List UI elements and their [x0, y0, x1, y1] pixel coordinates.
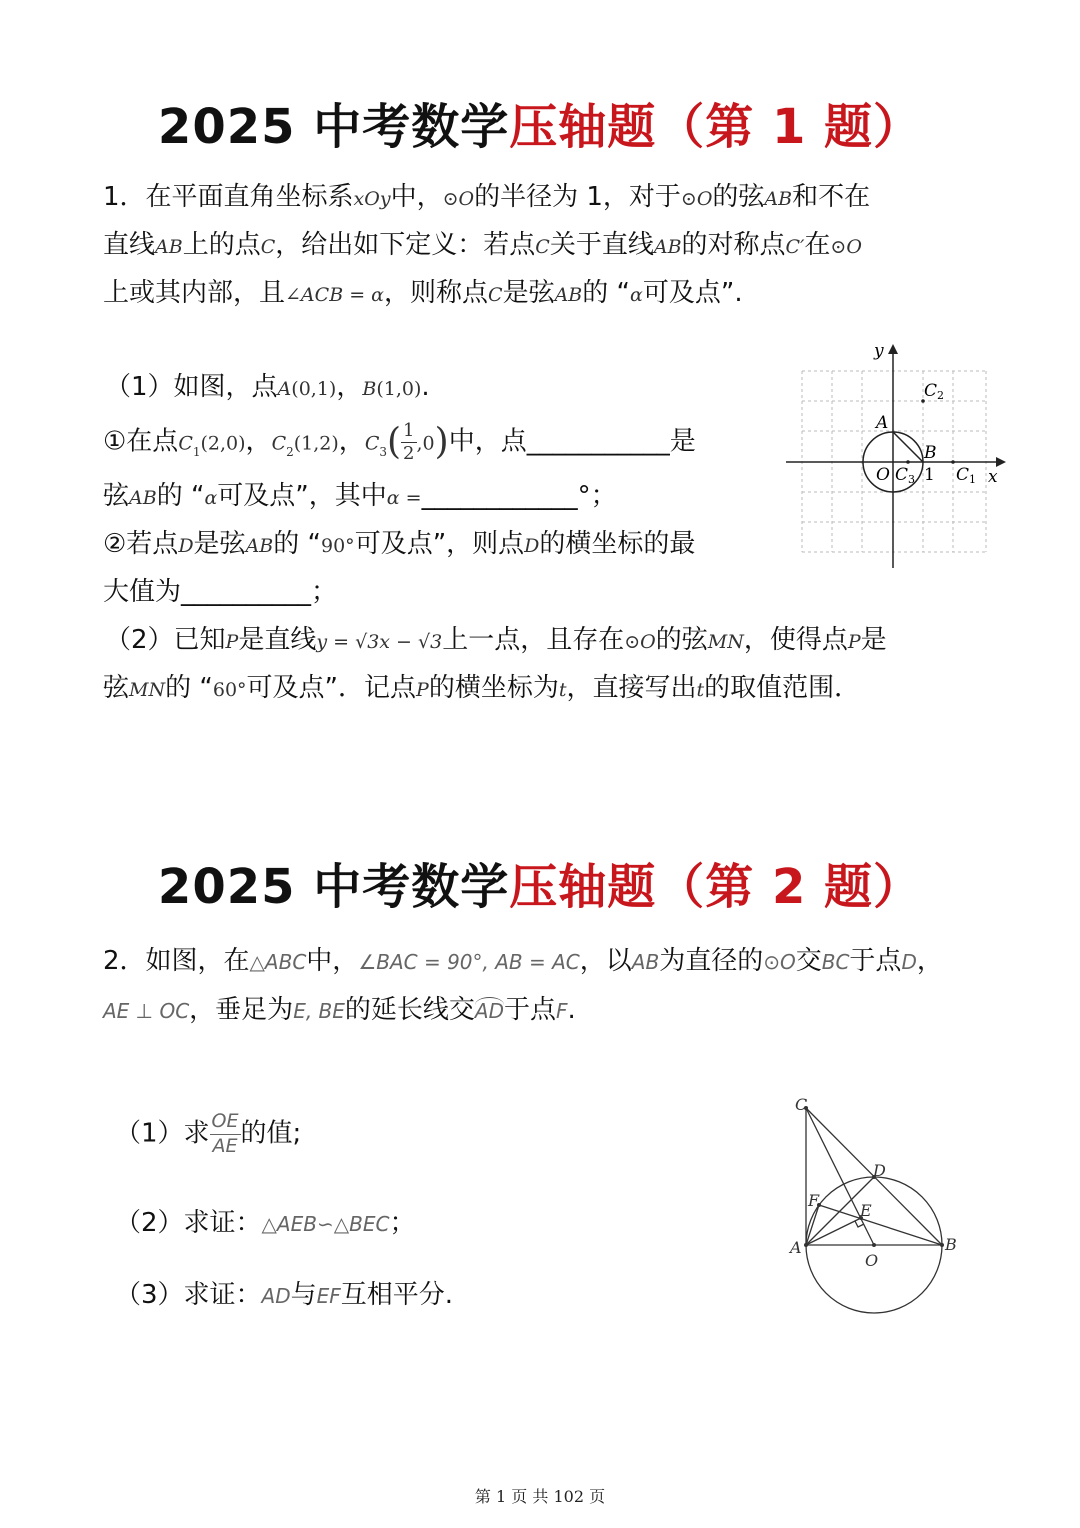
q2-title-red: 压轴题（第 2 题） — [509, 859, 923, 915]
text: 大值为 — [103, 577, 182, 607]
text: ， — [245, 426, 272, 457]
text: 的对称点 — [681, 230, 786, 260]
math: AB — [653, 236, 682, 258]
math: AB — [129, 487, 157, 509]
math: ⊙O — [830, 236, 862, 258]
label-y: y — [874, 341, 884, 361]
text: 可及点”，则点 — [354, 529, 525, 559]
math: ⊙O — [763, 950, 796, 974]
point-c1 — [951, 460, 955, 464]
math: C — [271, 432, 287, 455]
text: 弦 — [103, 481, 130, 511]
math: ⊙O — [442, 188, 475, 210]
math: α — [630, 284, 643, 306]
label-a: A — [790, 1238, 802, 1257]
text: 关于直线 — [549, 230, 654, 260]
math: F — [556, 999, 568, 1023]
math: AB — [631, 950, 660, 974]
text: 第 — [474, 1487, 491, 1506]
text: 可及点”，其中 — [217, 481, 387, 511]
q1-title-red: 压轴题（第 1 题） — [509, 99, 923, 155]
q2-part-2 — [115, 1208, 415, 1239]
label-o: O — [865, 1251, 879, 1270]
math: α = — [386, 487, 422, 509]
text: 可及点”. — [642, 278, 743, 308]
denominator: 2 — [403, 442, 415, 464]
text: 的半径为 1，对于 — [474, 182, 681, 212]
q2-title — [0, 848, 1080, 917]
text: ； — [389, 1208, 416, 1238]
math: (1,0) — [376, 378, 422, 400]
q1-part2-line-1 — [105, 625, 887, 656]
text: °； — [577, 481, 617, 511]
q1-title-black: 2025 中考数学 — [157, 99, 510, 155]
math: ⊙O — [624, 631, 656, 653]
x-axis-arrow — [996, 457, 1006, 467]
label-d: D — [873, 1161, 886, 1180]
math: C — [364, 432, 380, 455]
math: A — [277, 378, 292, 400]
label-c: C — [795, 1095, 808, 1114]
numerator: OE — [210, 1110, 241, 1135]
text: 的弦 — [655, 625, 708, 655]
q2-stem-line-1 — [103, 946, 943, 977]
math: D — [901, 950, 917, 974]
text: 与 — [290, 1280, 317, 1310]
math: D — [178, 535, 194, 557]
fraction-oe-ae — [210, 1110, 241, 1159]
arc-ad: AD — [474, 999, 505, 1023]
label-c1: C1 — [956, 465, 977, 486]
text: ， — [338, 426, 365, 457]
text: 的 “ — [582, 278, 631, 308]
point-c3 — [906, 460, 910, 464]
math: MN — [129, 679, 166, 701]
text: 的 “ — [156, 481, 205, 511]
text: 的弦 — [712, 182, 765, 212]
q2-part-3 — [115, 1280, 453, 1311]
q1-part1-line-2: ①在点$C_1(2,0)$，$C_2(1,2)$，$C_3$( $\frac{1}{2}$ ,0)中，点___________是 — [103, 420, 696, 464]
math: C — [488, 284, 503, 306]
math: P — [225, 631, 239, 653]
text: 弦 — [103, 673, 130, 703]
label-o: O — [876, 465, 890, 485]
text: 共 — [532, 1487, 549, 1506]
text: 互相平分. — [340, 1280, 454, 1310]
text: ， — [916, 946, 943, 976]
q1-stem-line-1 — [103, 182, 870, 213]
text: ，给出如下定义：若点 — [275, 230, 536, 260]
blank[interactable]: ___________ — [526, 426, 670, 457]
math: △AEB∽△BEC — [261, 1212, 390, 1236]
q2-part-1 — [115, 1110, 301, 1159]
text: 是弦 — [193, 529, 246, 559]
math: AB — [155, 236, 183, 258]
text: 中， — [390, 182, 443, 212]
math: P — [416, 679, 429, 701]
label-c2: C2 — [924, 381, 945, 402]
text: 的 “ — [273, 529, 321, 559]
label-x: x — [988, 467, 998, 487]
math: t — [558, 679, 567, 701]
text: 的 “ — [165, 673, 213, 703]
math: BC — [821, 950, 850, 974]
total-pages: 102 — [553, 1487, 585, 1506]
math: (2,0) — [200, 432, 246, 455]
math: (0,1) — [291, 378, 337, 400]
seg-bf — [819, 1205, 942, 1245]
math: △ABC — [249, 950, 307, 974]
blank[interactable]: __________ — [181, 577, 312, 607]
math: C — [535, 236, 550, 258]
text: 是弦 — [502, 278, 555, 308]
text: （2）已知 — [105, 625, 226, 655]
q1-part1-line-4 — [103, 529, 695, 560]
text: 是 — [860, 625, 887, 655]
q2-title-black: 2025 中考数学 — [157, 859, 510, 915]
text: ，垂足为 — [189, 995, 294, 1025]
text: （1）如图，点 — [105, 372, 278, 402]
label-b: B — [945, 1235, 957, 1254]
text: 1．在平面直角坐标系 — [103, 182, 354, 212]
seg-ae — [806, 1218, 861, 1245]
math: EF — [316, 1284, 341, 1308]
text: ②若点 — [103, 529, 179, 559]
math: xOy — [353, 188, 391, 210]
label-c3: C3 — [895, 465, 916, 486]
subscript: 3 — [379, 444, 387, 459]
text: （2）求证： — [115, 1208, 262, 1238]
text: （1）求 — [115, 1118, 210, 1149]
page-number: 1 — [495, 1487, 507, 1506]
text: . — [421, 372, 430, 402]
label-b: B — [924, 443, 937, 463]
label-a: A — [876, 413, 889, 433]
math: ⊙O — [680, 188, 713, 210]
math: AB — [764, 188, 793, 210]
text: ， — [336, 372, 363, 402]
text: 于点 — [849, 946, 902, 976]
text: ； — [311, 577, 338, 607]
math: AD — [261, 1284, 291, 1308]
math: t — [696, 679, 705, 701]
q1-part1-line-5 — [103, 577, 337, 608]
q1-stem-line-2 — [103, 230, 862, 261]
math: AB — [245, 535, 274, 557]
text: 的延长线交 — [344, 995, 475, 1025]
text: 页 — [511, 1487, 528, 1506]
numerator: 1 — [403, 420, 415, 441]
math: E, BE — [293, 999, 345, 1023]
math: B — [362, 378, 377, 400]
text: 在 — [804, 230, 831, 260]
q2-geometry-figure — [780, 1090, 970, 1320]
text: ，则称点 — [384, 278, 489, 308]
math: AE ⊥ OC — [103, 999, 190, 1023]
text: ，以 — [579, 946, 632, 976]
text: 2．如图，在 — [103, 946, 250, 976]
text: 上的点 — [182, 230, 261, 260]
text: 是 — [669, 426, 696, 457]
math: ,0 — [416, 432, 435, 455]
text: ，使得点 — [743, 625, 848, 655]
math: AB — [554, 284, 583, 306]
math: y = √3x − √3 — [316, 631, 443, 653]
math: α — [204, 487, 218, 509]
blank[interactable]: ____________ — [421, 481, 578, 511]
label-e: E — [860, 1201, 872, 1220]
label-one: 1 — [924, 465, 935, 485]
q1-part1-line-1 — [105, 372, 430, 403]
math: ∠BAC = 90°, AB = AC — [358, 950, 580, 974]
text: ①在点 — [103, 426, 179, 457]
math: C′ — [785, 236, 805, 258]
text: 是直线 — [238, 625, 317, 655]
text: 中，点 — [448, 426, 527, 457]
text: 中， — [306, 946, 359, 976]
text: 页 — [589, 1487, 606, 1506]
text: 交 — [795, 946, 822, 976]
math: MN — [707, 631, 744, 653]
text: 上一点，且存在 — [442, 625, 625, 655]
text: 的值; — [240, 1118, 302, 1149]
fraction-one-half — [401, 420, 416, 464]
math: C — [178, 432, 193, 455]
math: 60° — [212, 679, 247, 701]
text: 于点 — [504, 995, 557, 1025]
math: ∠ACB = α — [285, 284, 384, 306]
page-footer — [0, 1484, 1080, 1507]
math: P — [847, 631, 861, 653]
subscript: 2 — [286, 444, 294, 459]
text: 的横坐标的最 — [539, 529, 696, 559]
text: . — [567, 995, 576, 1025]
math: 90° — [321, 535, 355, 557]
math: D — [524, 535, 540, 557]
text: 的取值范围． — [704, 673, 861, 703]
text: ，直接写出 — [566, 673, 697, 703]
text: 的横坐标为 — [428, 673, 559, 703]
label-f: F — [808, 1191, 820, 1210]
q1-part1-line-3 — [103, 481, 617, 512]
q1-coordinate-figure — [784, 338, 1016, 573]
subscript: 1 — [192, 444, 201, 459]
text: 为直径的 — [659, 946, 764, 976]
q1-stem-line-3 — [103, 278, 743, 309]
q1-title — [0, 88, 1080, 157]
math: C — [260, 236, 276, 258]
denominator: AE — [212, 1134, 238, 1157]
math: (1,2) — [293, 432, 339, 455]
q1-part2-line-2 — [103, 673, 860, 704]
text: 直线 — [103, 230, 156, 260]
text: （3）求证： — [115, 1280, 262, 1310]
y-axis-arrow — [888, 344, 898, 354]
text: 上或其内部，且 — [103, 278, 286, 308]
q2-stem-line-2 — [103, 995, 576, 1026]
text: 和不在 — [792, 182, 871, 212]
text: 可及点”．记点 — [246, 673, 417, 703]
